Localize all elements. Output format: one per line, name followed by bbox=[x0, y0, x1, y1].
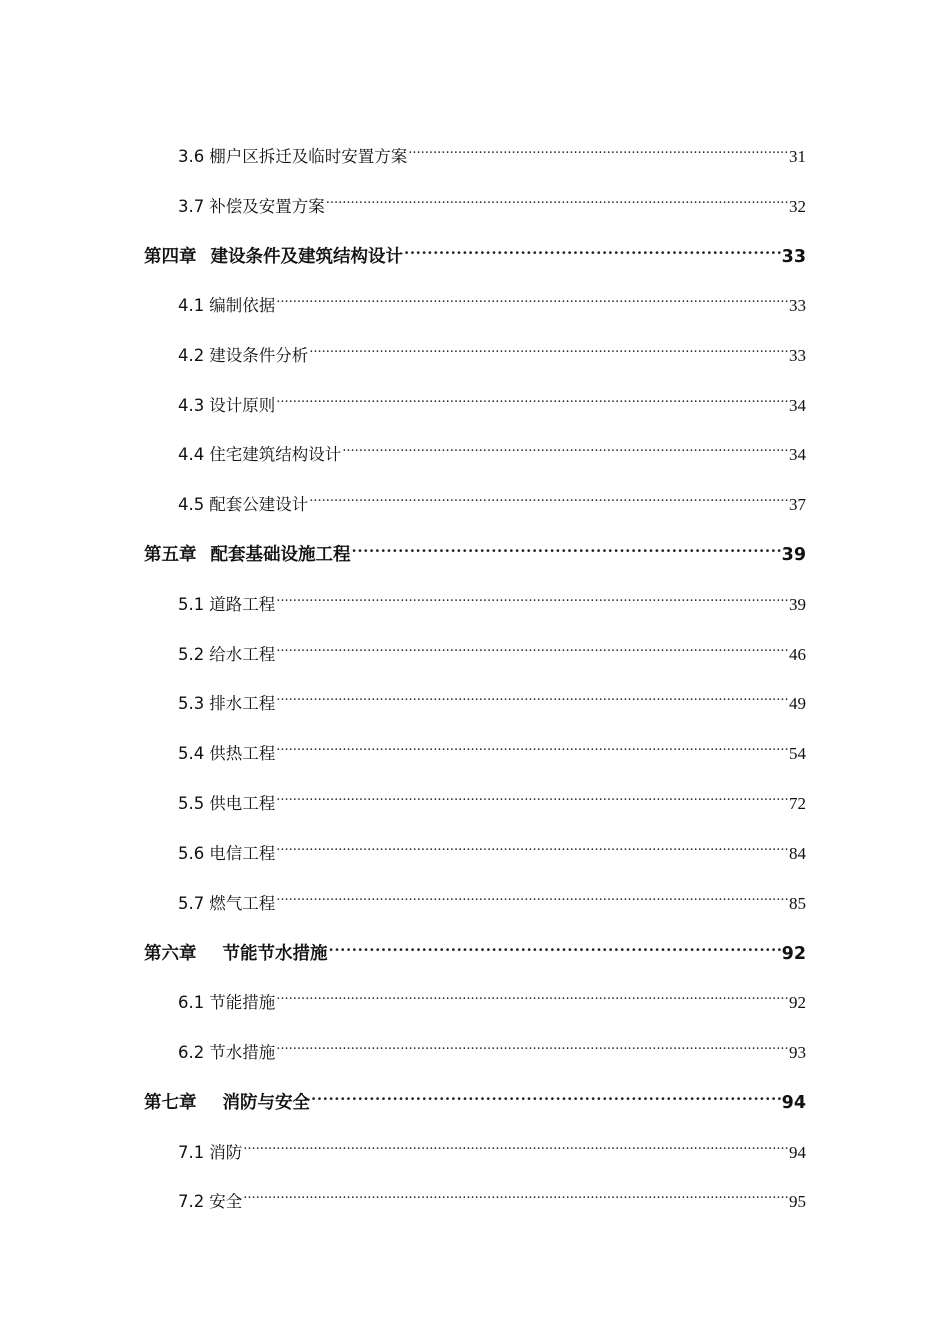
toc-entry-4-5[interactable] bbox=[178, 484, 806, 514]
section-title: 棚户区拆迁及临时安置方案 bbox=[209, 147, 408, 166]
page-number: 34 bbox=[789, 396, 806, 415]
dot-leader bbox=[276, 733, 788, 759]
section-number: 4.1 bbox=[178, 296, 205, 315]
dot-leader bbox=[276, 982, 788, 1008]
toc-entry-7-1[interactable] bbox=[178, 1132, 806, 1162]
dot-leader bbox=[352, 534, 781, 560]
toc-entry-5-3[interactable] bbox=[178, 683, 806, 713]
toc-entry-6-2[interactable] bbox=[178, 1032, 806, 1062]
dot-leader bbox=[243, 1132, 788, 1158]
dot-leader bbox=[408, 136, 788, 162]
chapter-label: 第四章 bbox=[144, 247, 197, 267]
section-number: 4.3 bbox=[178, 396, 205, 415]
toc-entry-5-5[interactable] bbox=[178, 783, 806, 813]
section-number: 5.7 bbox=[178, 894, 205, 913]
toc-entry-5-4[interactable] bbox=[178, 733, 806, 763]
section-title: 节水措施 bbox=[209, 1043, 276, 1062]
section-number: 5.6 bbox=[178, 844, 205, 863]
page-number: 93 bbox=[789, 1043, 806, 1062]
toc-entry-4-4[interactable] bbox=[178, 434, 806, 464]
toc-entry-3-6[interactable] bbox=[178, 136, 806, 166]
dot-leader bbox=[342, 434, 788, 460]
section-title: 安全 bbox=[209, 1192, 243, 1211]
section-number: 5.5 bbox=[178, 794, 205, 813]
chapter-label: 第七章 bbox=[144, 1093, 197, 1113]
chapter-label: 第五章 bbox=[144, 545, 197, 565]
page-number: 39 bbox=[789, 595, 806, 614]
toc-chapter-7[interactable] bbox=[144, 1082, 806, 1113]
toc-entry-4-3[interactable] bbox=[178, 385, 806, 415]
toc-entry-4-1[interactable] bbox=[178, 285, 806, 315]
toc-entry-7-2[interactable] bbox=[178, 1181, 806, 1211]
dot-leader bbox=[276, 883, 788, 909]
page-number: 84 bbox=[789, 844, 806, 863]
section-number: 6.1 bbox=[178, 993, 205, 1012]
chapter-title: 消防与安全 bbox=[222, 1093, 310, 1113]
section-title: 建设条件分析 bbox=[209, 346, 309, 365]
page-number: 32 bbox=[789, 197, 806, 216]
page-number: 92 bbox=[781, 944, 806, 964]
dot-leader bbox=[276, 833, 788, 859]
toc-chapter-6[interactable] bbox=[144, 933, 806, 964]
dot-leader bbox=[276, 783, 788, 809]
page-number: 92 bbox=[789, 993, 806, 1012]
dot-leader bbox=[329, 933, 781, 959]
dot-leader bbox=[309, 484, 788, 510]
dot-leader bbox=[276, 683, 788, 709]
section-title: 编制依据 bbox=[209, 296, 276, 315]
dot-leader bbox=[326, 186, 788, 212]
section-number: 3.6 bbox=[178, 147, 205, 166]
dot-leader bbox=[243, 1181, 788, 1207]
toc-entry-6-1[interactable] bbox=[178, 982, 806, 1012]
chapter-label: 第六章 bbox=[144, 944, 197, 964]
section-number: 5.4 bbox=[178, 744, 205, 763]
page-number: 94 bbox=[781, 1093, 806, 1113]
section-title: 排水工程 bbox=[209, 694, 276, 713]
chapter-title: 节能节水措施 bbox=[222, 944, 328, 964]
section-title: 供热工程 bbox=[209, 744, 276, 763]
section-number: 7.2 bbox=[178, 1192, 205, 1211]
toc-chapter-4[interactable] bbox=[144, 236, 806, 267]
dot-leader bbox=[404, 236, 781, 262]
section-number: 4.2 bbox=[178, 346, 205, 365]
section-number: 3.7 bbox=[178, 197, 205, 216]
page-number: 33 bbox=[789, 346, 806, 365]
toc-entry-5-6[interactable] bbox=[178, 833, 806, 863]
section-title: 电信工程 bbox=[209, 844, 276, 863]
page-number: 31 bbox=[789, 147, 806, 166]
page-number: 46 bbox=[789, 645, 806, 664]
chapter-title: 配套基础设施工程 bbox=[210, 545, 351, 565]
page-number: 33 bbox=[789, 296, 806, 315]
section-title: 节能措施 bbox=[209, 993, 276, 1012]
toc-entry-5-1[interactable] bbox=[178, 584, 806, 614]
section-title: 燃气工程 bbox=[209, 894, 276, 913]
page-number: 54 bbox=[789, 744, 806, 763]
page-number: 34 bbox=[789, 445, 806, 464]
page-number: 37 bbox=[789, 495, 806, 514]
chapter-title: 建设条件及建筑结构设计 bbox=[210, 247, 403, 267]
page-number: 49 bbox=[789, 694, 806, 713]
section-number: 6.2 bbox=[178, 1043, 205, 1062]
section-title: 道路工程 bbox=[209, 595, 276, 614]
toc-chapter-5[interactable] bbox=[144, 534, 806, 565]
section-title: 设计原则 bbox=[209, 396, 276, 415]
section-number: 5.2 bbox=[178, 645, 205, 664]
page-number: 94 bbox=[789, 1143, 806, 1162]
dot-leader bbox=[311, 1082, 781, 1108]
dot-leader bbox=[276, 1032, 788, 1058]
section-title: 补偿及安置方案 bbox=[209, 197, 325, 216]
toc-entry-3-7[interactable] bbox=[178, 186, 806, 216]
section-number: 7.1 bbox=[178, 1143, 205, 1162]
section-number: 4.4 bbox=[178, 445, 205, 464]
toc-entry-5-7[interactable] bbox=[178, 883, 806, 913]
section-title: 给水工程 bbox=[209, 645, 276, 664]
dot-leader bbox=[276, 634, 788, 660]
section-title: 住宅建筑结构设计 bbox=[209, 445, 342, 464]
section-number: 5.1 bbox=[178, 595, 205, 614]
section-title: 供电工程 bbox=[209, 794, 276, 813]
dot-leader bbox=[276, 285, 788, 311]
section-number: 4.5 bbox=[178, 495, 205, 514]
page-number: 95 bbox=[789, 1192, 806, 1211]
toc-entry-4-2[interactable] bbox=[178, 335, 806, 365]
page-number: 85 bbox=[789, 894, 806, 913]
toc-entry-5-2[interactable] bbox=[178, 634, 806, 664]
page-number: 39 bbox=[781, 545, 806, 565]
dot-leader bbox=[276, 584, 788, 610]
dot-leader bbox=[309, 335, 788, 361]
section-title: 消防 bbox=[209, 1143, 243, 1162]
section-number: 5.3 bbox=[178, 694, 205, 713]
section-title: 配套公建设计 bbox=[209, 495, 309, 514]
dot-leader bbox=[276, 385, 788, 411]
page-number: 72 bbox=[789, 794, 806, 813]
page-number: 33 bbox=[781, 247, 806, 267]
